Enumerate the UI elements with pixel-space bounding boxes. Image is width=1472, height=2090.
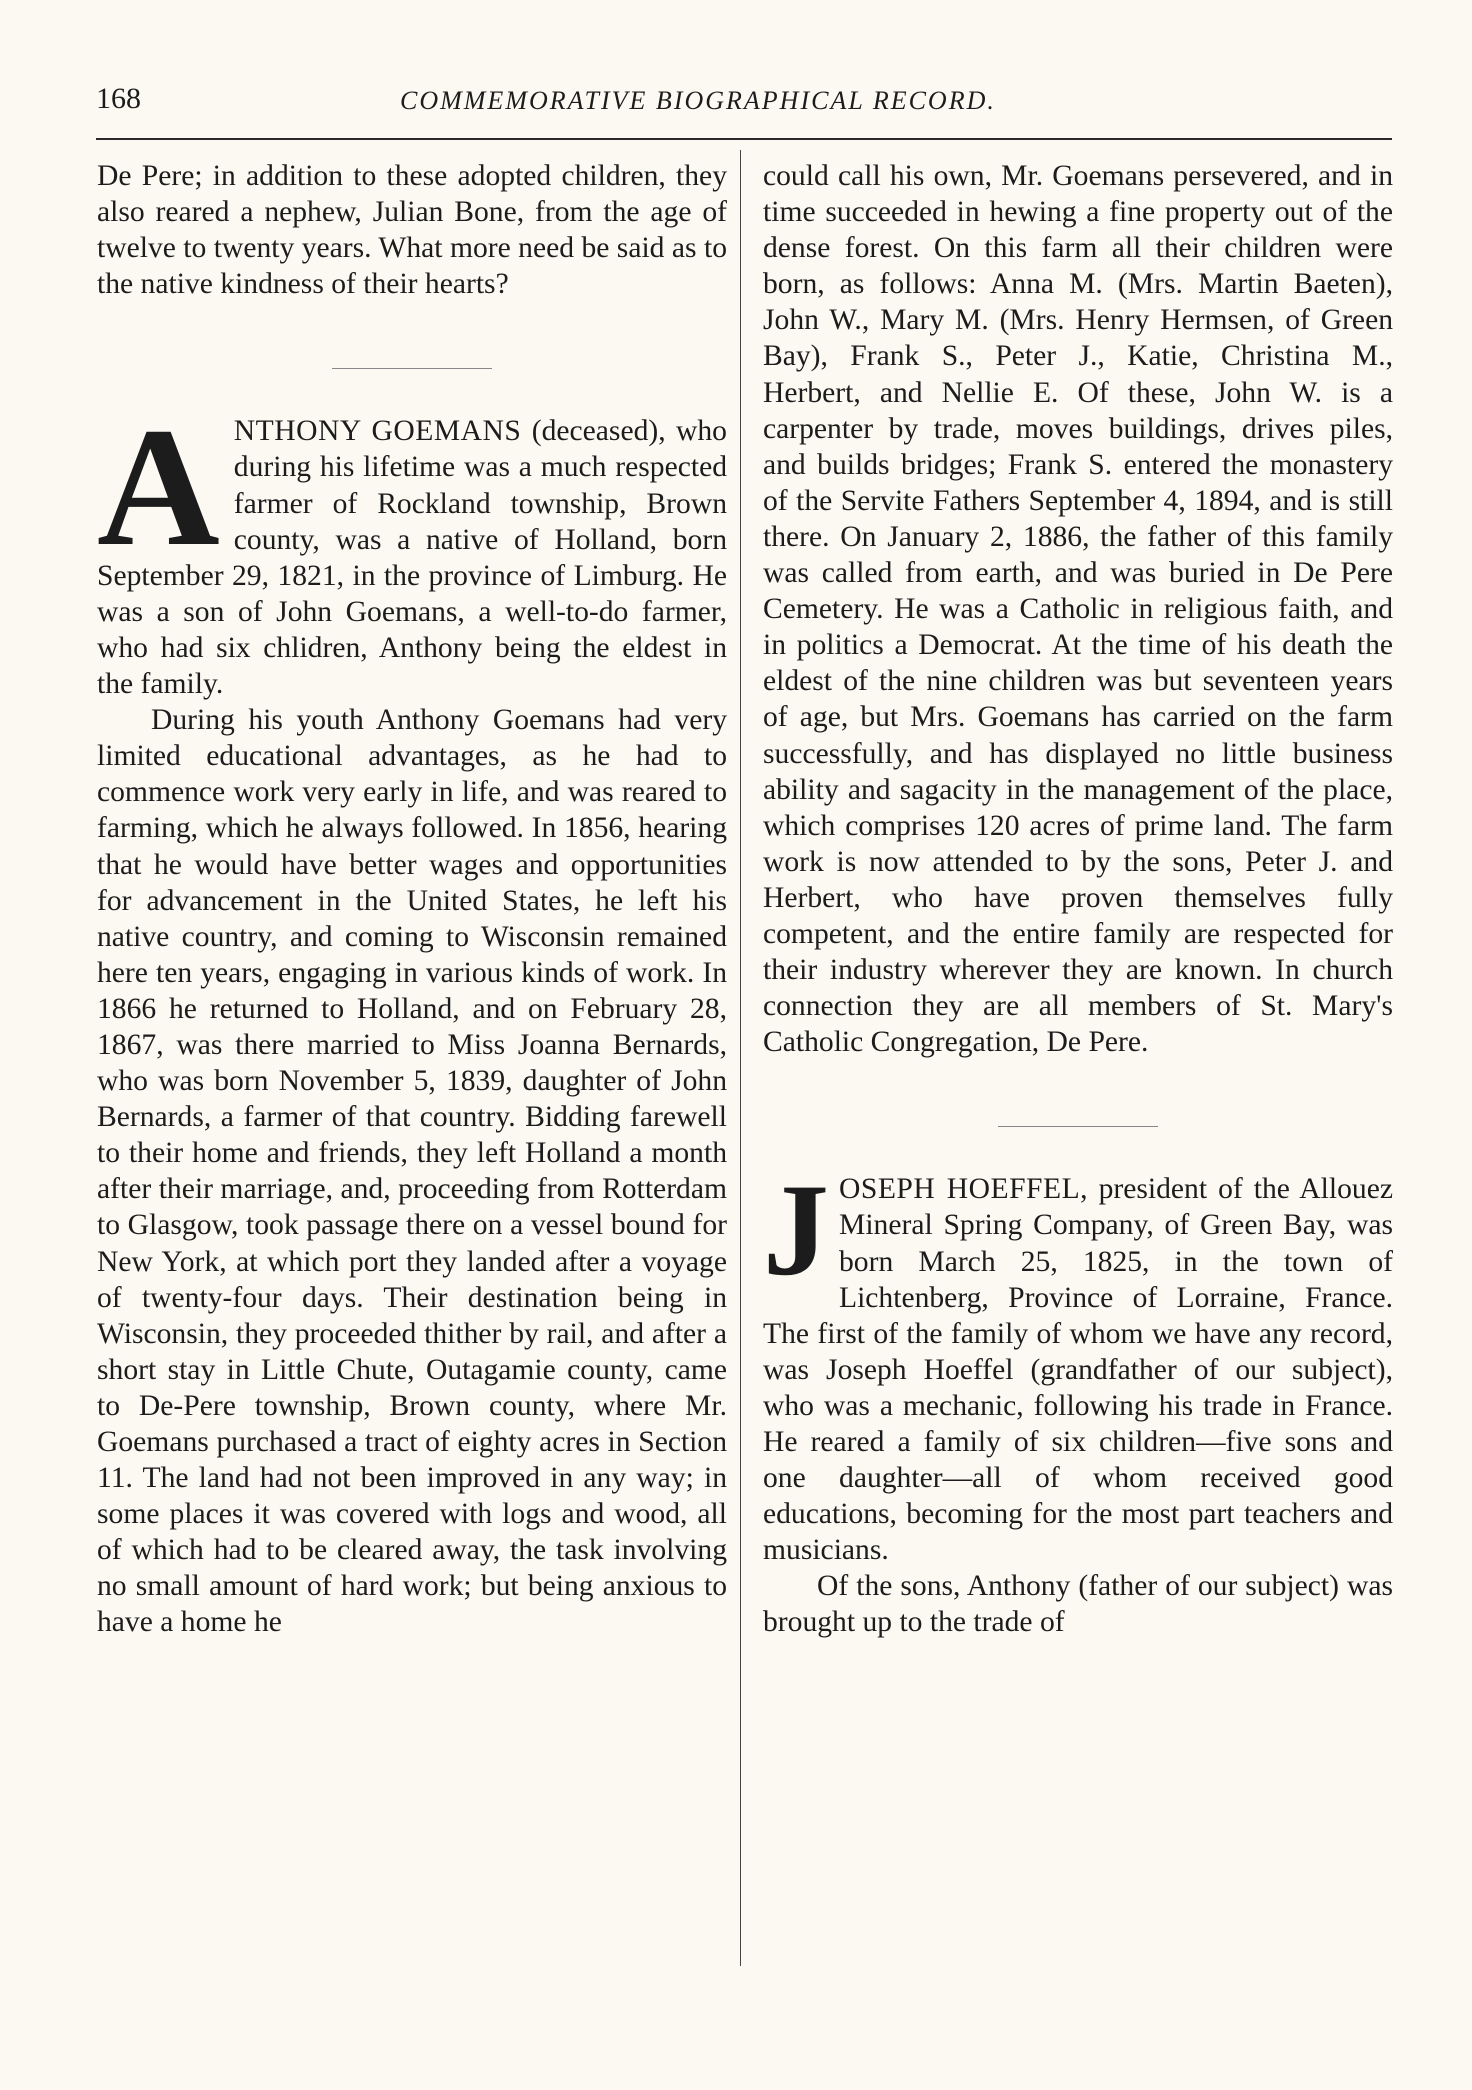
hoeffel-lead-paragraph [763,1156,1393,1568]
lead-text: (deceased), who during his lifetime was a much respected farmer of Rockland township, Brown county, was a native of Holland, born September 29, 1821, in the province of Limburg. He was a son of John Goemans, a well-to-do farmer, who had six chlidren, Anthony being the eldest in the family. [97,415,727,701]
hoeffel-paragraph-2: Of the sons, Anthony (father of our subject) was brought up to the trade of [763,1570,1393,1639]
goemans-paragraph-2: During his youth Anthony Goemans had very limited educational advantages, as he had to commence work very early in life, and was reared to farming, which he always followed. In 1856, hearing that he would have better wages and opportunities for advancement in the United States, he left his native country, and coming to Wisconsin remained here ten years, engaging in various kinds of work. In 1866 he returned to Holland, and on February 28, 1867, was there married to Miss Joanna Bernards, who was born November 5, 1839, daughter of John Bernards, a farmer of that country. Bidding farewell to their home and friends, they left Holland a month after their marriage, and, proceeding from Rotterdam to Glasgow, took passage there on a vessel bound for New York, at which port they landed after a voyage of twenty-four days. Their destination being in Wisconsin, they proceeded thither by rail, and after a short stay in Little Chute, Outagamie county, came to De-Pere township, Brown county, where Mr. Goemans purchased a tract of eighty acres in Section 11. The land had not been improved in any way; in some places it was covered with logs and wood, all of which had to be cleared away, the task involving no small amount of hard work; but being anxious to have a home he [97,704,727,1639]
continuation-paragraph: could call his own, Mr. Goemans persevered, and in time succeeded in hewing a fine property out of the dense forest. On this farm all their children were born, as follows: Anna M. (Mrs. Martin Baeten), John W., Mary M. (Mrs. Henry Hermsen, of Green Bay), Frank S., Peter J., Katie, Christina M., Herbert, and Nellie E. Of these, John W. is a carpenter by trade, moves buildings, drives piles, and builds bridges; Frank S. entered the monastery of the Servite Fathers September 4, 1894, and is still there. On January 2, 1886, the father of this family was called from earth, and was buried in De Pere Cemetery. He was a Catholic in religious faith, and in politics a Democrat. At the time of his death the eldest of the nine children was but seventeen years of age, but Mrs. Goemans has carried on the farm successfully, and has displayed no little business ability and sagacity in the management of the place, which comprises 120 acres of prime land. The farm work is now attended to by the sons, Peter J. and Herbert, who have proven themselves fully competent, and the entire family are respected for their industry wherever they are known. In church connection they are all members of St. Mary's Catholic Congregation, De Pere. [763,160,1393,1059]
drop-cap-letter: J [763,1156,829,1304]
running-title: COMMEMORATIVE BIOGRAPHICAL RECORD. [400,86,996,115]
column-divider [740,150,741,1966]
intro-paragraph: De Pere; in addition to these adopted children, they also reared a nephew, Julian Bone, from the age of twelve to twenty years. What more need be said as to the native kindness of their hearts? [97,160,727,301]
subject-name: OSEPH HOEFFEL [839,1173,1081,1206]
page-header [0,82,1472,122]
lead-text: , president of the Allouez Mineral Spring Company, of Green Bay, was born March 25, 1825, in the town of Lichtenberg, Province of Lorraine, France. The first of the family of whom we have any record, was Joseph Hoeffel (grandfather of our subject), who was a mechanic, following his trade in France. He reared a family of six children—five sons and one daughter—all of whom received good educations, becoming for the most part teachers and musicians. [763,1173,1393,1567]
header-rule [96,138,1392,140]
page-number: 168 [96,82,141,115]
goemans-lead-paragraph [97,393,727,702]
drop-cap-letter: A [97,393,220,582]
left-column [97,158,727,1641]
subject-name: NTHONY GOEMANS [233,415,522,448]
right-column [763,158,1393,1641]
